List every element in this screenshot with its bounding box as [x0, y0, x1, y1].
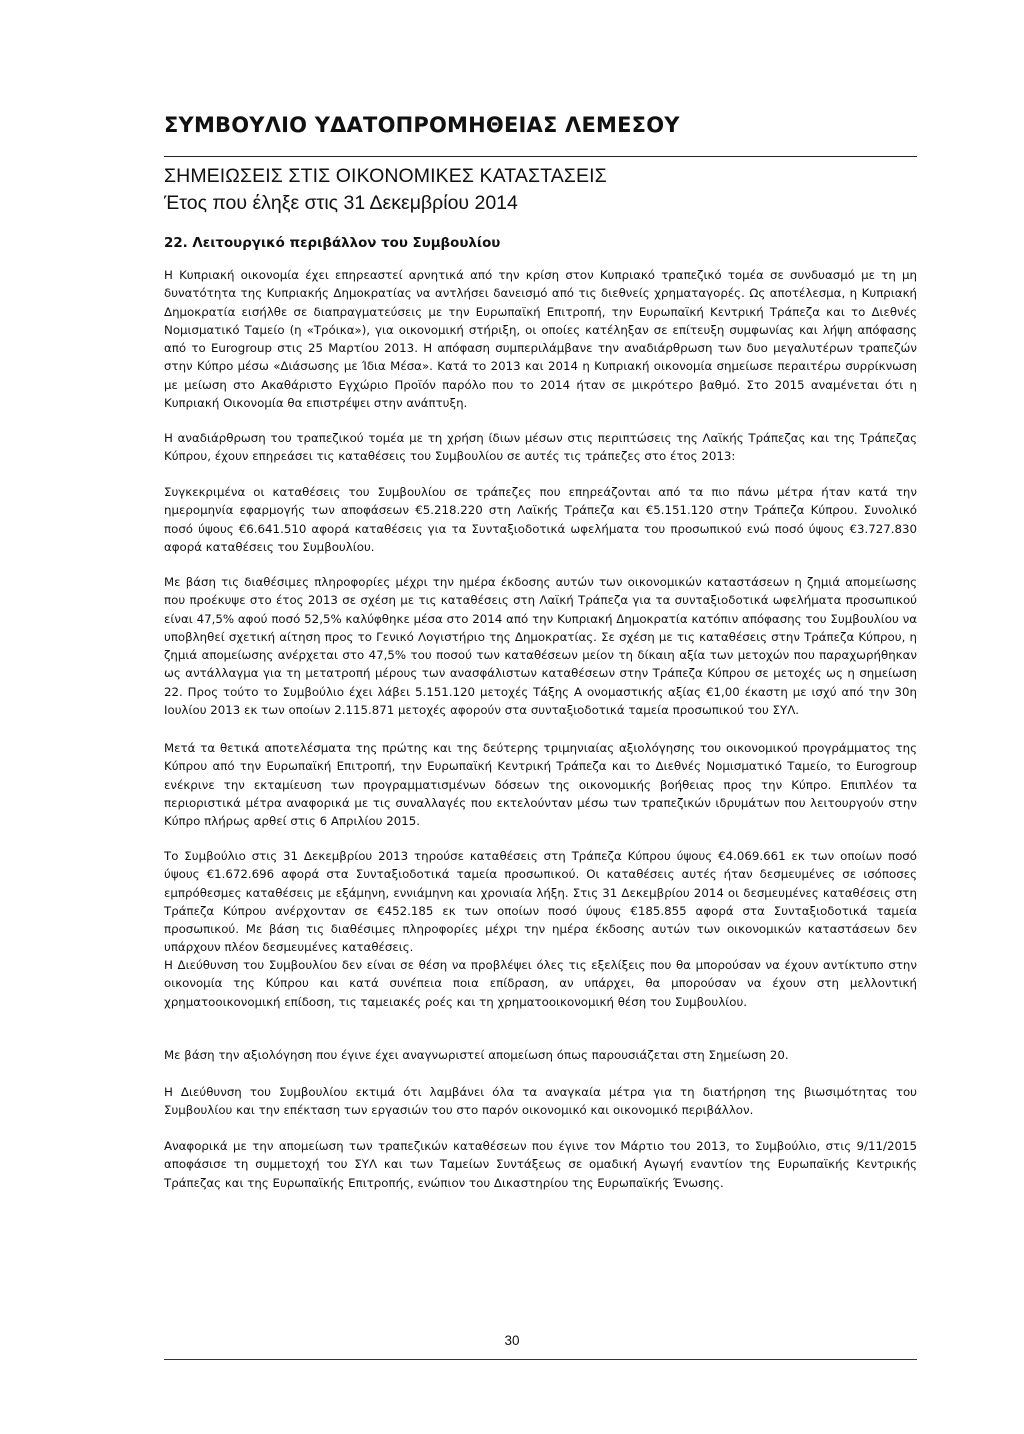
- paragraph-impairment-loss: Με βάση τις διαθέσιμες πληροφορίες μέχρι την ημέρα έκδοσης αυτών των οικονομικών καταστάσεων η ζημιά απομείωσης που προέκυψε στο έτος 2013 σε σχέση με τις καταθέσεις στη Λαϊκή Τράπεζα για τα συνταξιοδοτικά ωφελήματα προσωπικού είναι 47,5% αφού ποσό 52,5% καλύφθηκε μέσα στο 2014 από την Κυπριακή Δημοκρατία κατόπιν απόφασης του Συμβουλίου να υποβληθεί σχετική αίτηση προς το Γενικό Λογιστήριο της Δημοκρατίας. Σε σχέση με τις καταθέσεις στην Τράπεζα Κύπρου, η ζημιά απομείωσης ανέρχεται στο 47,5% του ποσού των καταθέσεων μείον τη δίκαιη αξία των μετοχών που παραχωρήθηκαν ως αντάλλαγμα για τη μετατροπή μέρους των ανασφάλιστων καταθέσεων στην Τράπεζα Κύπρου σε μετοχές ως η σημείωση 22. Προς τούτο το Συμβούλιο έχει λάβει 5.151.120 μετοχές Τάξης Α ονομαστικής αξίας €1,00 έκαστη με ισχύ από την 30η Ιουλίου 2013 εκ των οποίων 2.115.871 μετοχές αφορούν στα συνταξιοδοτικά ταμεία προσωπικού του ΣΥΛ.: [164, 575, 917, 718]
- paragraph-affected-deposits: Συγκεκριμένα οι καταθέσεις του Συμβουλίου σε τράπεζες που επηρεάζονται από τα πιο πάνω μέτρα ήταν κατά την ημερομηνία εφαρμογής των αποφάσεων €5.218.220 στη Λαϊκής Τράπεζα και €5.151.120 στην Τράπεζα Κύπρου. Συνολικό ποσό ύψους €6.641.510 αφορά καταθέσεις για τα Συνταξιοδοτικά ωφελήματα του προσωπικού ενώ ποσό ύψους €3.727.830 αφορά καταθέσεις του Συμβουλίου.: [164, 485, 917, 554]
- paragraph-economy-impact: Η Κυπριακή οικονομία έχει επηρεαστεί αρνητικά από την κρίση στον Κυπριακό τραπεζικό τομέα σε συνδυασμό με τη μη δυνατότητα της Κυπριακής Δημοκρατίας να αντλήσει δανεισμό από τις διεθνείς χρηματαγορές. Ως αποτέλεσμα, η Κυπριακή Δημοκρατία εισήλθε σε διαπραγματεύσεις με την Ευρωπαϊκή Επιτροπή, την Ευρωπαϊκή Κεντρική Τράπεζα και το Διεθνές Νομισματικό Ταμείο (η «Τρόικα»), για οικονομική στήριξη, οι οποίες κατέληξαν σε επίτευξη συμφωνίας και λήψη απόφασης από το Eurogroup στις 25 Μαρτίου 2013. Η απόφαση συμπεριλάμβανε την αναδιάρθρωση των δυο μεγαλυτέρων τραπεζών στην Κύπρο μέσω «Διάσωσης με Ίδια Μέσα». Κατά το 2013 και 2014 η Κυπριακή οικονομία σημείωσε περαιτέρω συρρίκνωση με μείωση στο Ακαθάριστο Εγχώριο Προϊόν παρόλο που το 2014 ήταν σε μικρότερο βαθμό. Στο 2015 αναμένεται ότι η Κυπριακή Οικονομία θα επιστρέψει στην ανάπτυξη.: [164, 268, 917, 411]
- paragraph-sustainability: Η Διεύθυνση του Συμβουλίου εκτιμά ότι λαμβάνει όλα τα αναγκαία μέτρα για τη διατήρηση της βιωσιμότητας του Συμβουλίου και την επέκταση των εργασιών του στο παρόν οικονομικό και οικονομικό περιβάλλον.: [164, 1085, 917, 1118]
- header-divider: [164, 156, 917, 157]
- document-title: ΣΗΜΕΙΩΣΕΙΣ ΣΤΙΣ ΟΙΚΟΝΟΜΙΚΕΣ ΚΑΤΑΣΤΑΣΕΙΣ: [164, 165, 607, 187]
- paragraph-evaluation-results: Μετά τα θετικά αποτελέσματα της πρώτης και της δεύτερης τριμηνιαίας αξιολόγησης του οικονομικού προγράμματος της Κύπρου από την Ευρωπαϊκή Επιτροπή, την Ευρωπαϊκή Κεντρική Τράπεζα και το Διεθνές Νομισματικό Ταμείο, το Eurogroup ενέκρινε την εκταμίευση των προγραμματισμένων δόσεων της οικονομικής βοήθειας προς την Κύπρο. Επιπλέον τα περιοριστικά μέτρα αναφορικά με τις συναλλαγές που εκτελούνταν μέσω των τραπεζικών ιδρυμάτων που λειτουργούν στην Κύπρο πλήρως αρθεί στις 6 Απριλίου 2015.: [164, 741, 917, 829]
- paragraph-impairment-note: Με βάση την αξιολόγηση που έγινε έχει αναγνωριστεί απομείωση όπως παρουσιάζεται στη Σημείωση 20.: [164, 1048, 789, 1062]
- footer-divider: [164, 1359, 917, 1360]
- paragraph-bank-deposits-2013: Το Συμβούλιο στις 31 Δεκεμβρίου 2013 τηρούσε καταθέσεις στη Τράπεζα Κύπρου ύψους €4.069.661 εκ των οποίων ποσό ύψους €1.672.696 αφορά στα Συνταξιοδοτικά ταμεία προσωπικού. Οι καταθέσεις αυτές ήταν δεσμευμένες σε ισόποσες εμπρόθεσμες καταθέσεις με εξάμηνη, εννιάμηνη και χρονιαία λήξη. Στις 31 Δεκεμβρίου 2014 οι δεσμευμένες καταθέσεις στη Τράπεζα Κύπρου ανέρχονταν σε €452.185 εκ των οποίων ποσό ύψους €185.855 αφορά στα Συνταξιοδοτικά ταμεία προσωπικού. Με βάση τις διαθέσιμες πληροφορίες μέχρι την ημέρα έκδοσης αυτών των οικονομικών καταστάσεων δεν υπάρχουν πλέον δεσμευμένες καταθέσεις.: [164, 849, 917, 955]
- paragraph-legal-action: Αναφορικά με την απομείωση των τραπεζικών καταθέσεων που έγινε τον Μάρτιο του 2013, το Συμβούλιο, στις 9/11/2015 αποφάσισε τη συμμετοχή του ΣΥΛ και των Ταμείων Συντάξεως σε ομαδική Αγωγή εναντίον της Ευρωπαϊκής Κεντρικής Τράπεζας και της Ευρωπαϊκής Επιτροπής, ενώπιον του Δικαστηρίου της Ευρωπαϊκής Ένωσης.: [164, 1139, 917, 1190]
- reporting-period: Έτος που έληξε στις 31 Δεκεμβρίου 2014: [164, 192, 518, 214]
- page-number: 30: [504, 1333, 520, 1348]
- paragraph-management-uncertainty: Η Διεύθυνση του Συμβουλίου δεν είναι σε θέση να προβλέψει όλες τις εξελίξεις που θα μπορούσαν να έχουν αντίκτυπο στην οικονομία της Κύπρου και κατά συνέπεια ποια επίδραση, αν υπάρχει, θα μπορούσαν να έχουν στη μελλοντική χρηματοοικονομική επίδοση, τις ταμειακές ροές και τη χρηματοοικονομική θέση του Συμβουλίου.: [164, 958, 917, 1009]
- section-heading: 22. Λειτουργικό περιβάλλον του Συμβουλίου: [164, 236, 501, 251]
- organization-title: ΣΥΜΒΟΥΛΙΟ ΥΔΑΤΟΠΡΟΜΗΘΕΙΑΣ ΛΕΜΕΣΟΥ: [164, 113, 680, 137]
- paragraph-bank-restructuring: Η αναδιάρθρωση του τραπεζικού τομέα με τη χρήση ίδιων μέσων στις περιπτώσεις της Λαϊκής Τράπεζας και της Τράπεζας Κύπρου, έχουν επηρεάσει τις καταθέσεις του Συμβουλίου σε αυτές τις τράπεζες στο έτος 2013:: [164, 431, 917, 464]
